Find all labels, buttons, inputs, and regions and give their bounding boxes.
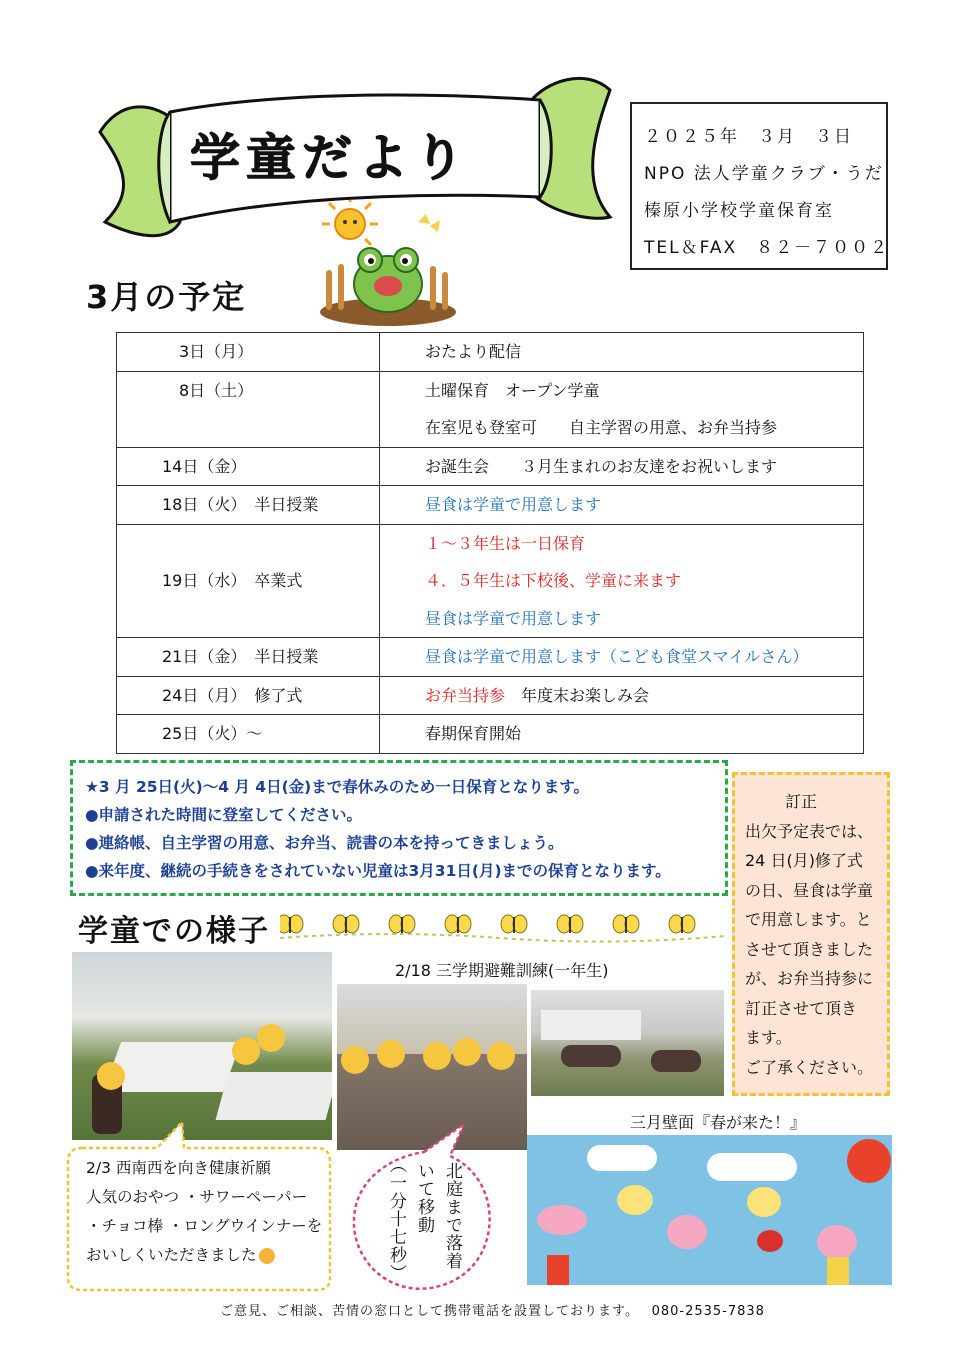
bubble-line: 2/3 西南西を向き健康祈願: [86, 1159, 271, 1177]
schedule-row: [117, 638, 864, 677]
schedule-row: [117, 715, 864, 754]
schedule-date-text: 3日（月）: [179, 342, 254, 361]
schedule-date: [117, 638, 380, 677]
bubble-line: 人気のおやつ ・サワーペーパー: [86, 1188, 308, 1206]
butterfly-icon: [613, 915, 639, 933]
drill-caption: 2/18 三学期避難訓練(一年生): [395, 961, 609, 980]
bubble-line: ・チョコ棒 ・ロングウインナーを: [86, 1217, 323, 1235]
issue-date: ２０２５年 ３月 ３日: [644, 127, 853, 147]
facility-name: 榛原小学校学童保育室: [644, 201, 834, 221]
schedule-date-text: 14日（金）: [162, 456, 247, 476]
smile-icon: [259, 1248, 275, 1264]
schedule-description: [380, 447, 864, 486]
schedule-date-text: 24日（月） 修了式: [162, 685, 303, 705]
header-info-box: [630, 102, 888, 270]
butterfly-icon: [280, 915, 303, 933]
notice-line: ★3 月 25日(火)～4 月 4日(金)まで春休みのため一日保育となります。: [85, 778, 590, 796]
organization-name: NPO 法人学童クラブ・うだ: [644, 164, 884, 184]
classroom-photo: [72, 952, 332, 1140]
schedule-line: 在室児も登室可 自主学習の用意、お弁当持参: [425, 418, 778, 437]
evacuation-drill-photo-indoor: [531, 990, 724, 1096]
correction-line: が、お弁当持参に: [745, 969, 874, 988]
schedule-table: [116, 332, 864, 754]
correction-title: 訂正: [785, 792, 818, 811]
schedule-date: [117, 447, 380, 486]
schedule-line: お誕生会 ３月生まれのお友達をお祝いします: [425, 456, 778, 476]
schedule-description: [380, 676, 864, 715]
correction-line: 24 日(月)修了式: [745, 851, 863, 870]
schedule-date-text: 18日（火） 半日授業: [162, 495, 319, 514]
butterfly-icon: [669, 915, 695, 933]
schedule-description: [380, 333, 864, 372]
schedule-row: [117, 371, 864, 447]
schedule-heading: 3月の予定: [86, 278, 247, 316]
butterfly-border-decoration: [280, 908, 725, 944]
butterfly-icon: [333, 915, 359, 933]
butterfly-icon: [501, 915, 527, 933]
schedule-date: [117, 524, 380, 638]
correction-line: させて頂きました: [745, 939, 874, 959]
snack-speech-bubble: [66, 1150, 336, 1288]
bubble-line: 北庭まで落着: [442, 1162, 462, 1270]
frog-illustration: [318, 200, 458, 328]
correction-line: で用意します。と: [745, 910, 872, 929]
wall-display-caption: 三月壁面『春が来た！』: [630, 1113, 807, 1132]
correction-line: 出欠予定表では、: [745, 821, 874, 841]
notice-line: ●来年度、継続の手続きをされていない児童は3月31日(月)までの保育となります。: [85, 862, 671, 880]
schedule-date-text: 25日（火）～: [162, 724, 263, 743]
correction-box: [732, 772, 890, 1096]
drill-speech-bubble: [353, 1150, 495, 1288]
schedule-date: [117, 715, 380, 754]
schedule-date: [117, 371, 380, 447]
schedule-date-text: 21日（金） 半日授業: [162, 647, 319, 666]
schedule-row: [117, 447, 864, 486]
schedule-row: [117, 333, 864, 372]
notice-line: ●連絡帳、自主学習の用意、お弁当、読書の本を持ってきましょう。: [85, 834, 564, 852]
schedule-line: 春期保育開始: [425, 724, 522, 743]
correction-line: 訂正させて頂き: [745, 998, 858, 1018]
schedule-date: [117, 333, 380, 372]
schedule-row: [117, 676, 864, 715]
schedule-description: [380, 371, 864, 447]
schedule-date: [117, 486, 380, 525]
bubble-line: おいしくいただきました: [86, 1246, 257, 1264]
schedule-line: 土曜保育 オープン学童: [425, 380, 600, 400]
schedule-line: １～３年生は一日保育: [425, 533, 586, 553]
notice-line: ●申請された時間に登室してください。: [85, 806, 363, 824]
schedule-description: [380, 638, 864, 677]
bubble-line: （一分十七秒）: [386, 1156, 406, 1282]
phone-fax: TEL＆FAX ８２－７００２: [644, 238, 890, 258]
schedule-line: お弁当持参: [425, 685, 506, 705]
newsletter-title: 学童だより: [190, 129, 470, 187]
spring-wall-display-photo: [527, 1135, 892, 1285]
butterfly-icon: [389, 915, 415, 933]
schedule-line: ４．５年生は下校後、学童に来ます: [425, 571, 682, 590]
bubble-line: いて移動: [414, 1162, 434, 1234]
correction-line: の日、昼食は学童: [745, 880, 874, 900]
schedule-date-text: 8日（土）: [179, 380, 254, 400]
schedule-line: 昼食は学童で用意します（こども食堂スマイルさん）: [425, 647, 809, 666]
schedule-date: [117, 676, 380, 715]
schedule-description: [380, 486, 864, 525]
schedule-line: 昼食は学童で用意します: [425, 608, 602, 628]
schedule-row: [117, 486, 864, 525]
schedule-date-text: 19日（水） 卒業式: [162, 570, 303, 590]
schedule-description: [380, 524, 864, 638]
schedule-line: 昼食は学童で用意します: [425, 495, 602, 514]
gallery-heading: 学童での様子: [78, 914, 270, 949]
schedule-row: [117, 524, 864, 638]
schedule-description: [380, 715, 864, 754]
butterfly-icon: [445, 915, 471, 933]
footer-contact: ご意見、ご相談、苦情の窓口として携帯電話を設置しております。 080-2535-7838: [220, 1304, 765, 1319]
spring-break-notice: [70, 760, 728, 896]
correction-line: ます。: [745, 1028, 792, 1047]
schedule-line: おたより配信: [425, 342, 522, 361]
butterfly-icon: [557, 915, 583, 933]
correction-line: ご了承ください。: [745, 1057, 874, 1077]
schedule-line: 年度末お楽しみ会: [505, 685, 650, 705]
